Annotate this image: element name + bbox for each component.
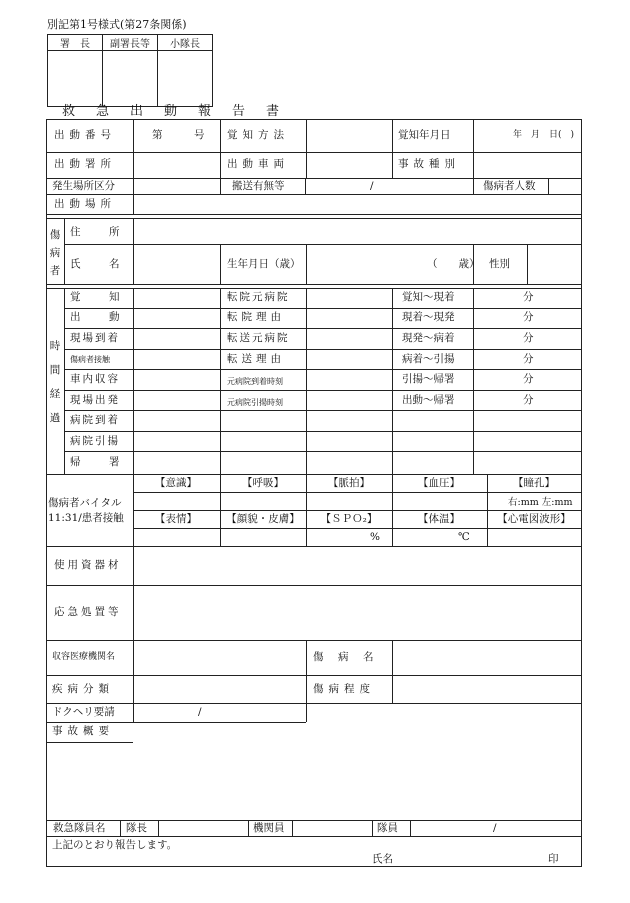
label-accident-summary: 事故概要 bbox=[52, 725, 114, 737]
time-label-dispatch: 出 動 bbox=[70, 311, 129, 323]
label-address: 住 所 bbox=[70, 226, 129, 238]
interval-label-2: 現着～現発 bbox=[402, 311, 455, 323]
vitals-label: 傷病者バイタル bbox=[48, 497, 122, 509]
vital-header-respiration: 【呼吸】 bbox=[242, 477, 284, 489]
interval-unit-1: 分 bbox=[523, 291, 534, 303]
label-accident-type: 事故種別 bbox=[398, 158, 460, 170]
vital-header-temperature: 【体温】 bbox=[418, 513, 460, 525]
label-transfer-reason: 転院理由 bbox=[227, 311, 285, 323]
age-value[interactable]: （ 歳） bbox=[427, 258, 480, 270]
vital-header-ecg: 【心電図波形】 bbox=[497, 513, 571, 525]
stamp-header-deputy: 副署長等 bbox=[103, 35, 158, 51]
interval-unit-3: 分 bbox=[523, 332, 534, 344]
label-signature-name: 氏名 bbox=[372, 853, 393, 865]
interval-unit-6: 分 bbox=[523, 394, 534, 406]
vital-header-consciousness: 【意識】 bbox=[155, 477, 197, 489]
vital-header-complexion: 【顔貌・皮膚】 bbox=[226, 513, 300, 525]
interval-label-1: 覚知～現着 bbox=[402, 291, 455, 303]
interval-label-5: 引揚～帰署 bbox=[402, 373, 455, 385]
time-label-hospital-leave: 病院引揚 bbox=[70, 435, 120, 447]
label-injury-degree: 傷病程度 bbox=[313, 683, 375, 695]
label-sex: 性別 bbox=[489, 258, 510, 270]
temperature-unit: ℃ bbox=[458, 531, 470, 543]
label-transfer-origin: 転院元病院 bbox=[227, 291, 290, 303]
time-label-awareness: 覚 知 bbox=[70, 291, 129, 303]
label-patient: 傷病者 bbox=[49, 229, 61, 277]
stamp-cell-deputy[interactable] bbox=[103, 51, 158, 107]
spo2-unit: % bbox=[370, 531, 380, 543]
vital-header-blood-pressure: 【血圧】 bbox=[418, 477, 460, 489]
heli-value[interactable]: / bbox=[198, 706, 202, 718]
stamp-header-captain: 小隊長 bbox=[158, 35, 213, 51]
label-awareness-date: 覚知年月日 bbox=[398, 129, 451, 141]
interval-unit-5: 分 bbox=[523, 373, 534, 385]
label-heli-request: ドクヘリ要請 bbox=[52, 706, 115, 718]
time-label-loading: 車内収容 bbox=[70, 373, 120, 385]
page-title: 救 急 出 動 報 告 書 bbox=[62, 104, 284, 119]
label-engineer: 機関員 bbox=[253, 822, 285, 834]
label-equipment: 使用資器材 bbox=[54, 559, 122, 571]
time-label-hospital-arrival: 病院到着 bbox=[70, 414, 120, 426]
interval-label-4: 病着～引揚 bbox=[402, 353, 455, 365]
label-disease-class: 疾病分類 bbox=[52, 683, 114, 695]
label-hospital: 収容医療機関名 bbox=[52, 652, 116, 662]
stamp-cell-captain[interactable] bbox=[158, 51, 213, 107]
label-awareness-method: 覚知方法 bbox=[227, 129, 289, 141]
approval-stamp-box bbox=[47, 34, 213, 107]
label-crew-names: 救急隊員名 bbox=[53, 822, 106, 834]
label-treatment: 応急処置等 bbox=[54, 606, 122, 618]
label-time-elapsed: 時間経過 bbox=[49, 340, 61, 424]
interval-unit-4: 分 bbox=[523, 353, 534, 365]
pupil-value[interactable]: 右:mm 左:mm bbox=[508, 497, 573, 508]
label-transport-reason: 転送理由 bbox=[227, 353, 285, 365]
transport-slash[interactable]: / bbox=[370, 180, 374, 192]
member-slash[interactable]: / bbox=[493, 822, 497, 834]
interval-unit-2: 分 bbox=[523, 311, 534, 323]
interval-label-3: 現発～病着 bbox=[402, 332, 455, 344]
label-transport-origin: 転送元病院 bbox=[227, 332, 290, 344]
label-injury-name: 傷 病 名 bbox=[313, 651, 376, 663]
vital-header-expression: 【表情】 bbox=[155, 513, 197, 525]
form-reference: 別記第1号様式(第27条関係) bbox=[47, 18, 187, 31]
time-label-arrival: 現場到着 bbox=[70, 332, 120, 344]
dispatch-no-value[interactable]: 第 号 bbox=[152, 129, 205, 141]
label-dispatch-no: 出動番号 bbox=[54, 129, 116, 141]
label-name: 氏 名 bbox=[70, 258, 129, 270]
time-label-departure: 現場出発 bbox=[70, 394, 120, 406]
interval-label-6: 出動～帰署 bbox=[402, 394, 455, 406]
time-label-contact: 傷病者接触 bbox=[70, 355, 110, 364]
stamp-cell-chief[interactable] bbox=[48, 51, 103, 107]
label-birthdate: 生年月日（歳） bbox=[227, 258, 301, 270]
vitals-time: 11:31/患者接触 bbox=[48, 512, 124, 524]
vital-header-pulse: 【脈拍】 bbox=[328, 477, 370, 489]
label-dispatch-vehicle: 出動車両 bbox=[227, 158, 289, 170]
awareness-date-value[interactable]: 年 月 日( ) bbox=[513, 130, 575, 140]
label-captain: 隊長 bbox=[126, 822, 147, 834]
stamp-header-chief: 署 長 bbox=[48, 35, 103, 51]
time-label-return: 帰 署 bbox=[70, 456, 129, 468]
report-statement: 上記のとおり報告します。 bbox=[52, 839, 178, 851]
label-origin-arrival-time: 元病院到着時刻 bbox=[227, 377, 283, 386]
label-patient-count: 傷病者人数 bbox=[483, 180, 536, 192]
label-transport-status: 搬送有無等 bbox=[232, 180, 285, 192]
vital-header-spo2: 【ＳＰＯ₂】 bbox=[320, 513, 378, 525]
label-dispatch-place: 出動場所 bbox=[54, 198, 116, 210]
seal-mark: 印 bbox=[548, 853, 559, 865]
label-dispatch-station: 出動署所 bbox=[54, 158, 116, 170]
vital-header-pupil: 【瞳孔】 bbox=[513, 477, 555, 489]
label-member: 隊員 bbox=[377, 822, 398, 834]
label-location-class: 発生場所区分 bbox=[52, 180, 115, 192]
label-origin-leave-time: 元病院引揚時刻 bbox=[227, 398, 283, 407]
